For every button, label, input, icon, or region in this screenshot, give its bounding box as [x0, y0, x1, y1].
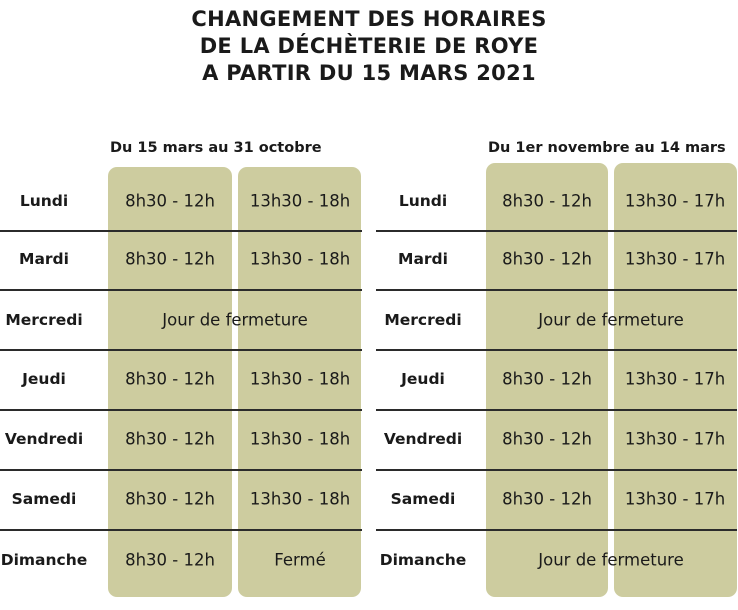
right-day-label: Lundi	[398, 192, 448, 210]
left-day-label: Mardi	[19, 250, 69, 268]
left-afternoon-hours: 13h30 - 18h	[249, 429, 351, 449]
right-day-label: Jeudi	[401, 370, 445, 388]
title-line-3: A PARTIR DU 15 MARS 2021	[202, 61, 536, 85]
left-afternoon-hours: 13h30 - 18h	[249, 249, 351, 269]
right-period-heading: Du 1er novembre au 14 mars	[488, 140, 726, 156]
left-afternoon-hours: 13h30 - 18h	[249, 369, 351, 389]
right-closed-cell: Jour de fermeture	[538, 550, 684, 570]
page-title	[0, 6, 738, 87]
left-morning-hours: 8h30 - 12h	[125, 191, 215, 211]
left-morning-hours: 8h30 - 12h	[125, 429, 215, 449]
right-row-divider	[376, 529, 737, 531]
left-row-divider	[0, 409, 362, 411]
right-afternoon-hours: 13h30 - 17h	[624, 429, 726, 449]
right-row-divider	[376, 230, 737, 232]
left-row-divider	[0, 469, 362, 471]
left-morning-hours: 8h30 - 12h	[125, 369, 215, 389]
left-afternoon-hours: 13h30 - 18h	[249, 489, 351, 509]
left-morning-hours: 8h30 - 12h	[125, 249, 215, 269]
left-afternoon-hours: Fermé	[274, 550, 326, 570]
right-row-divider	[376, 469, 737, 471]
right-morning-hours: 8h30 - 12h	[502, 489, 592, 509]
right-morning-hours: 8h30 - 12h	[502, 191, 592, 211]
left-row-divider	[0, 289, 362, 291]
title-line-1: CHANGEMENT DES HORAIRES	[191, 7, 547, 31]
left-closed-cell: Jour de fermeture	[162, 310, 308, 330]
left-row-divider	[0, 349, 362, 351]
right-day-label: Samedi	[390, 490, 456, 508]
left-day-label: Samedi	[11, 490, 77, 508]
right-day-label: Mardi	[398, 250, 448, 268]
title-line-2: DE LA DÉCHÈTERIE DE ROYE	[199, 34, 539, 58]
right-afternoon-hours: 13h30 - 17h	[624, 249, 726, 269]
left-afternoon-hours: 13h30 - 18h	[249, 191, 351, 211]
left-morning-hours: 8h30 - 12h	[125, 489, 215, 509]
right-row-divider	[376, 349, 737, 351]
left-morning-hours: 8h30 - 12h	[125, 550, 215, 570]
right-afternoon-hours: 13h30 - 17h	[624, 191, 726, 211]
right-row-divider	[376, 289, 737, 291]
left-day-label: Dimanche	[0, 551, 88, 569]
right-morning-hours: 8h30 - 12h	[502, 249, 592, 269]
left-period-heading: Du 15 mars au 31 octobre	[110, 140, 322, 156]
right-afternoon-hours: 13h30 - 17h	[624, 369, 726, 389]
left-day-label: Lundi	[19, 192, 69, 210]
right-day-label: Dimanche	[379, 551, 467, 569]
left-day-label: Mercredi	[5, 311, 83, 329]
left-day-label: Vendredi	[4, 430, 84, 448]
left-day-label: Jeudi	[22, 370, 66, 388]
right-day-label: Mercredi	[384, 311, 462, 329]
right-day-label: Vendredi	[383, 430, 463, 448]
right-morning-hours: 8h30 - 12h	[502, 429, 592, 449]
right-morning-hours: 8h30 - 12h	[502, 369, 592, 389]
left-row-divider	[0, 529, 362, 531]
right-afternoon-hours: 13h30 - 17h	[624, 489, 726, 509]
right-closed-cell: Jour de fermeture	[538, 310, 684, 330]
right-row-divider	[376, 409, 737, 411]
left-row-divider	[0, 230, 362, 232]
